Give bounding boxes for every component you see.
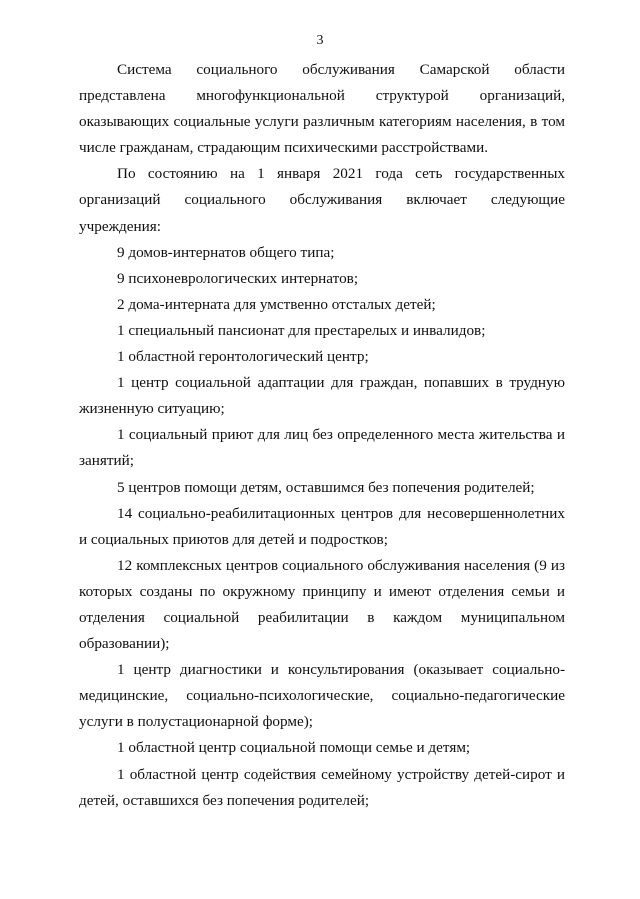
paragraph-network-status: По состоянию на 1 января 2021 года сеть государственных организаций социального обслуживания включает следующие учреждения: [79,165,565,235]
list-item: 5 центров помощи детям, оставшимся без попечения родителей; [117,478,535,496]
page-number: 3 [316,33,324,48]
list-item: 1 областной центр социальной помощи семье и детям; [117,739,471,757]
list-item: 1 специальный пансионат для престарелых и инвалидов; [117,321,486,339]
list-item: 1 областной центр содействия семейному устройству детей-сирот и детей, оставшихся без попечения родителей; [79,765,565,809]
paragraph-intro: Система социального обслуживания Самарской области представлена многофункциональной структурой организаций, оказывающих социальные услуги различным категориям населения, в том числе гражданам, страдающим психическими расстройствами. [79,61,565,157]
list-item: 9 домов-интернатов общего типа; [117,243,335,261]
list-item: 1 социальный приют для лиц без определенного места жительства и занятий; [79,426,565,470]
list-item: 2 дома-интерната для умственно отсталых детей; [117,295,436,313]
list-item: 12 комплексных центров социального обслуживания населения (9 из которых созданы по окружному принципу и имеют отделения семьи и отделения социальной реабилитации в каждом муниципальном образовании); [79,556,565,653]
list-item: 1 центр диагностики и консультирования (оказывает социально-медицинские, социально-психологические, социально-педагогические услуги в полустационарной форме); [79,661,565,731]
document-body [79,57,565,814]
list-item: 9 психоневрологических интернатов; [117,269,359,287]
list-item: 1 центр социальной адаптации для граждан, попавших в трудную жизненную ситуацию; [79,374,565,418]
list-item: 14 социально-реабилитационных центров для несовершеннолетних и социальных приютов для детей и подростков; [79,504,565,548]
list-item: 1 областной геронтологический центр; [117,348,369,366]
